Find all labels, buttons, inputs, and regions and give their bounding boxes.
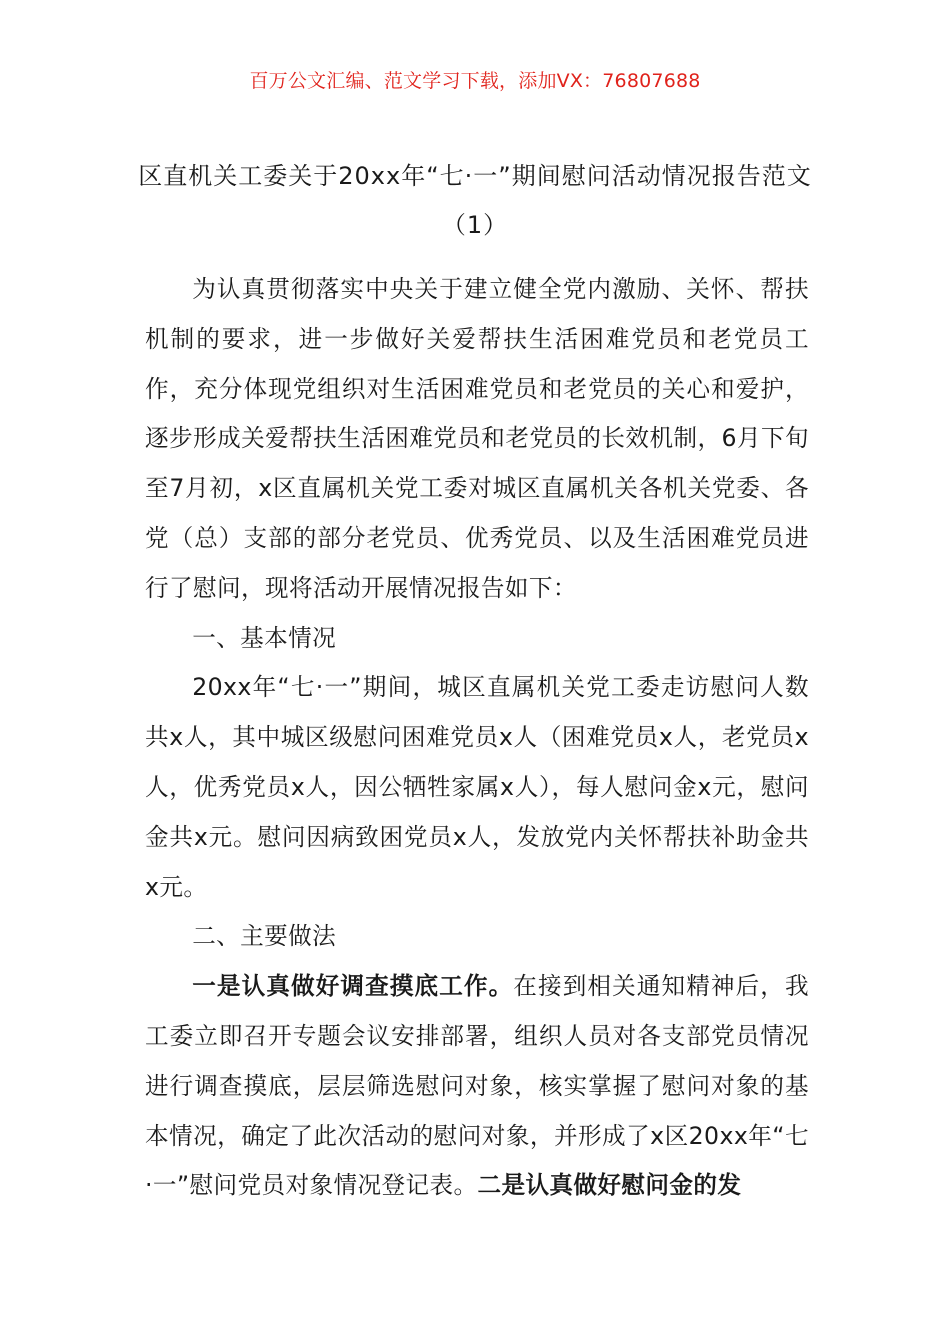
section-heading-methods: 二、主要做法: [192, 922, 337, 951]
page-title: 区直机关工委关于20xx年“七·一”期间慰问活动情况报告范文（1）: [138, 162, 812, 239]
intro-paragraph: 为认真贯彻落实中央关于建立健全党内激励、关怀、帮扶机制的要求，进一步做好关爱帮扶生活困难党员和老党员工作，充分体现党组织对生活困难党员和老党员的关心和爱护，逐步形成关爱帮扶生活困难党员和老党员的长效机制，6月下旬至7月初，x区直属机关党工委对城区直属机关各机关党委、各党（总）支部的部分老党员、优秀党员、以及生活困难党员进行了慰问，现将活动开展情况报告如下：: [145, 275, 809, 602]
document-body: [145, 265, 809, 1211]
methods-point-two: 二是认真做好慰问金的发: [477, 1171, 742, 1200]
methods-paragraph: [145, 962, 809, 1211]
section-heading-basic: 一、基本情况: [192, 623, 337, 652]
methods-point-one: 一是认真做好调查摸底工作。: [192, 972, 514, 1001]
basic-situation-paragraph: 20xx年“七·一”期间，城区直属机关党工委走访慰问人数共x人，其中城区级慰问困难党员x人（困难党员x人，老党员x人，优秀党员x人，因公牺牲家属x人），每人慰问金x元，慰问金共x元。慰问因病致困党员x人，发放党内关怀帮扶补助金共x元。: [145, 673, 809, 901]
header-banner: 百万公文汇编、范文学习下载，添加VX：76807688: [249, 70, 701, 92]
methods-point-one-text: 在接到相关通知精神后，我工委立即召开专题会议安排部署，组织人员对各支部党员情况进行调查摸底，层层筛选慰问对象，核实掌握了慰问对象的基本情况，确定了此次活动的慰问对象，并形成了x区20xx年“七·一”慰问党员对象情况登记表。: [145, 972, 809, 1200]
